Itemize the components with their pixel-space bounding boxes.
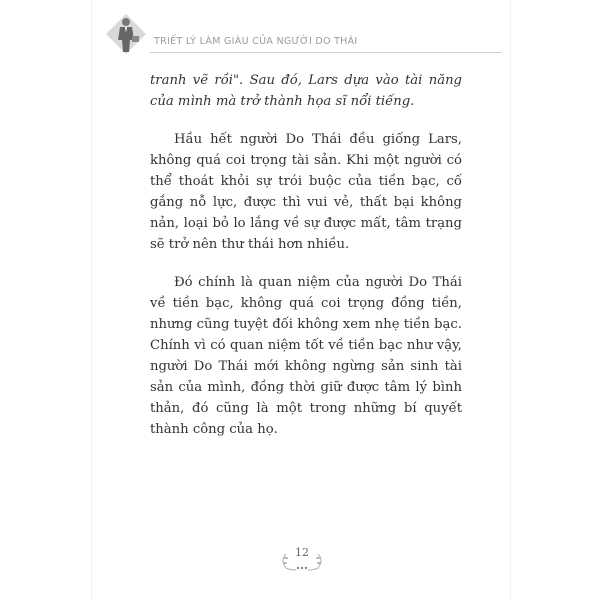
header-rule	[150, 52, 502, 53]
paragraph: Đó chính là quan niệm của người Do Thái về tiền bạc, không quá coi trọng đồng tiền, nhưng cũng tuyệt đối không xem nhẹ tiền bạc. Chính vì có quan niệm tốt về tiền bạc như vậy, người Do Thái mới không ngừng sản sinh tài sản của mình, đồng thời giữ được tâm lý bình thản, đó cũng là một trong những bí quyết thành công của họ.	[150, 275, 462, 437]
header-title: TRIẾT LÝ LÀM GIÀU CỦA NGƯỜI DO THÁI	[154, 36, 358, 47]
page-footer	[272, 546, 332, 574]
paragraph: Hầu hết người Do Thái đều giống Lars, không quá coi trọng tài sản. Khi một người có thể thoát khỏi sự trói buộc của tiền bạc, cố gắng nỗ lực, được thì vui vẻ, thất bại không nản, loại bỏ lo lắng về sự được mất, tâm trạng sẽ trở nên thư thái hơn nhiều.	[150, 132, 462, 252]
paragraph-continuation: tranh vẽ rồi". Sau đó, Lars dựa vào tài năng của mình mà trở thành họa sĩ nổi tiếng.	[150, 73, 462, 109]
book-page	[92, 0, 510, 600]
page-number: 12	[295, 546, 309, 559]
running-header	[104, 12, 504, 56]
businessman-icon	[104, 12, 148, 56]
body-text	[150, 70, 462, 457]
